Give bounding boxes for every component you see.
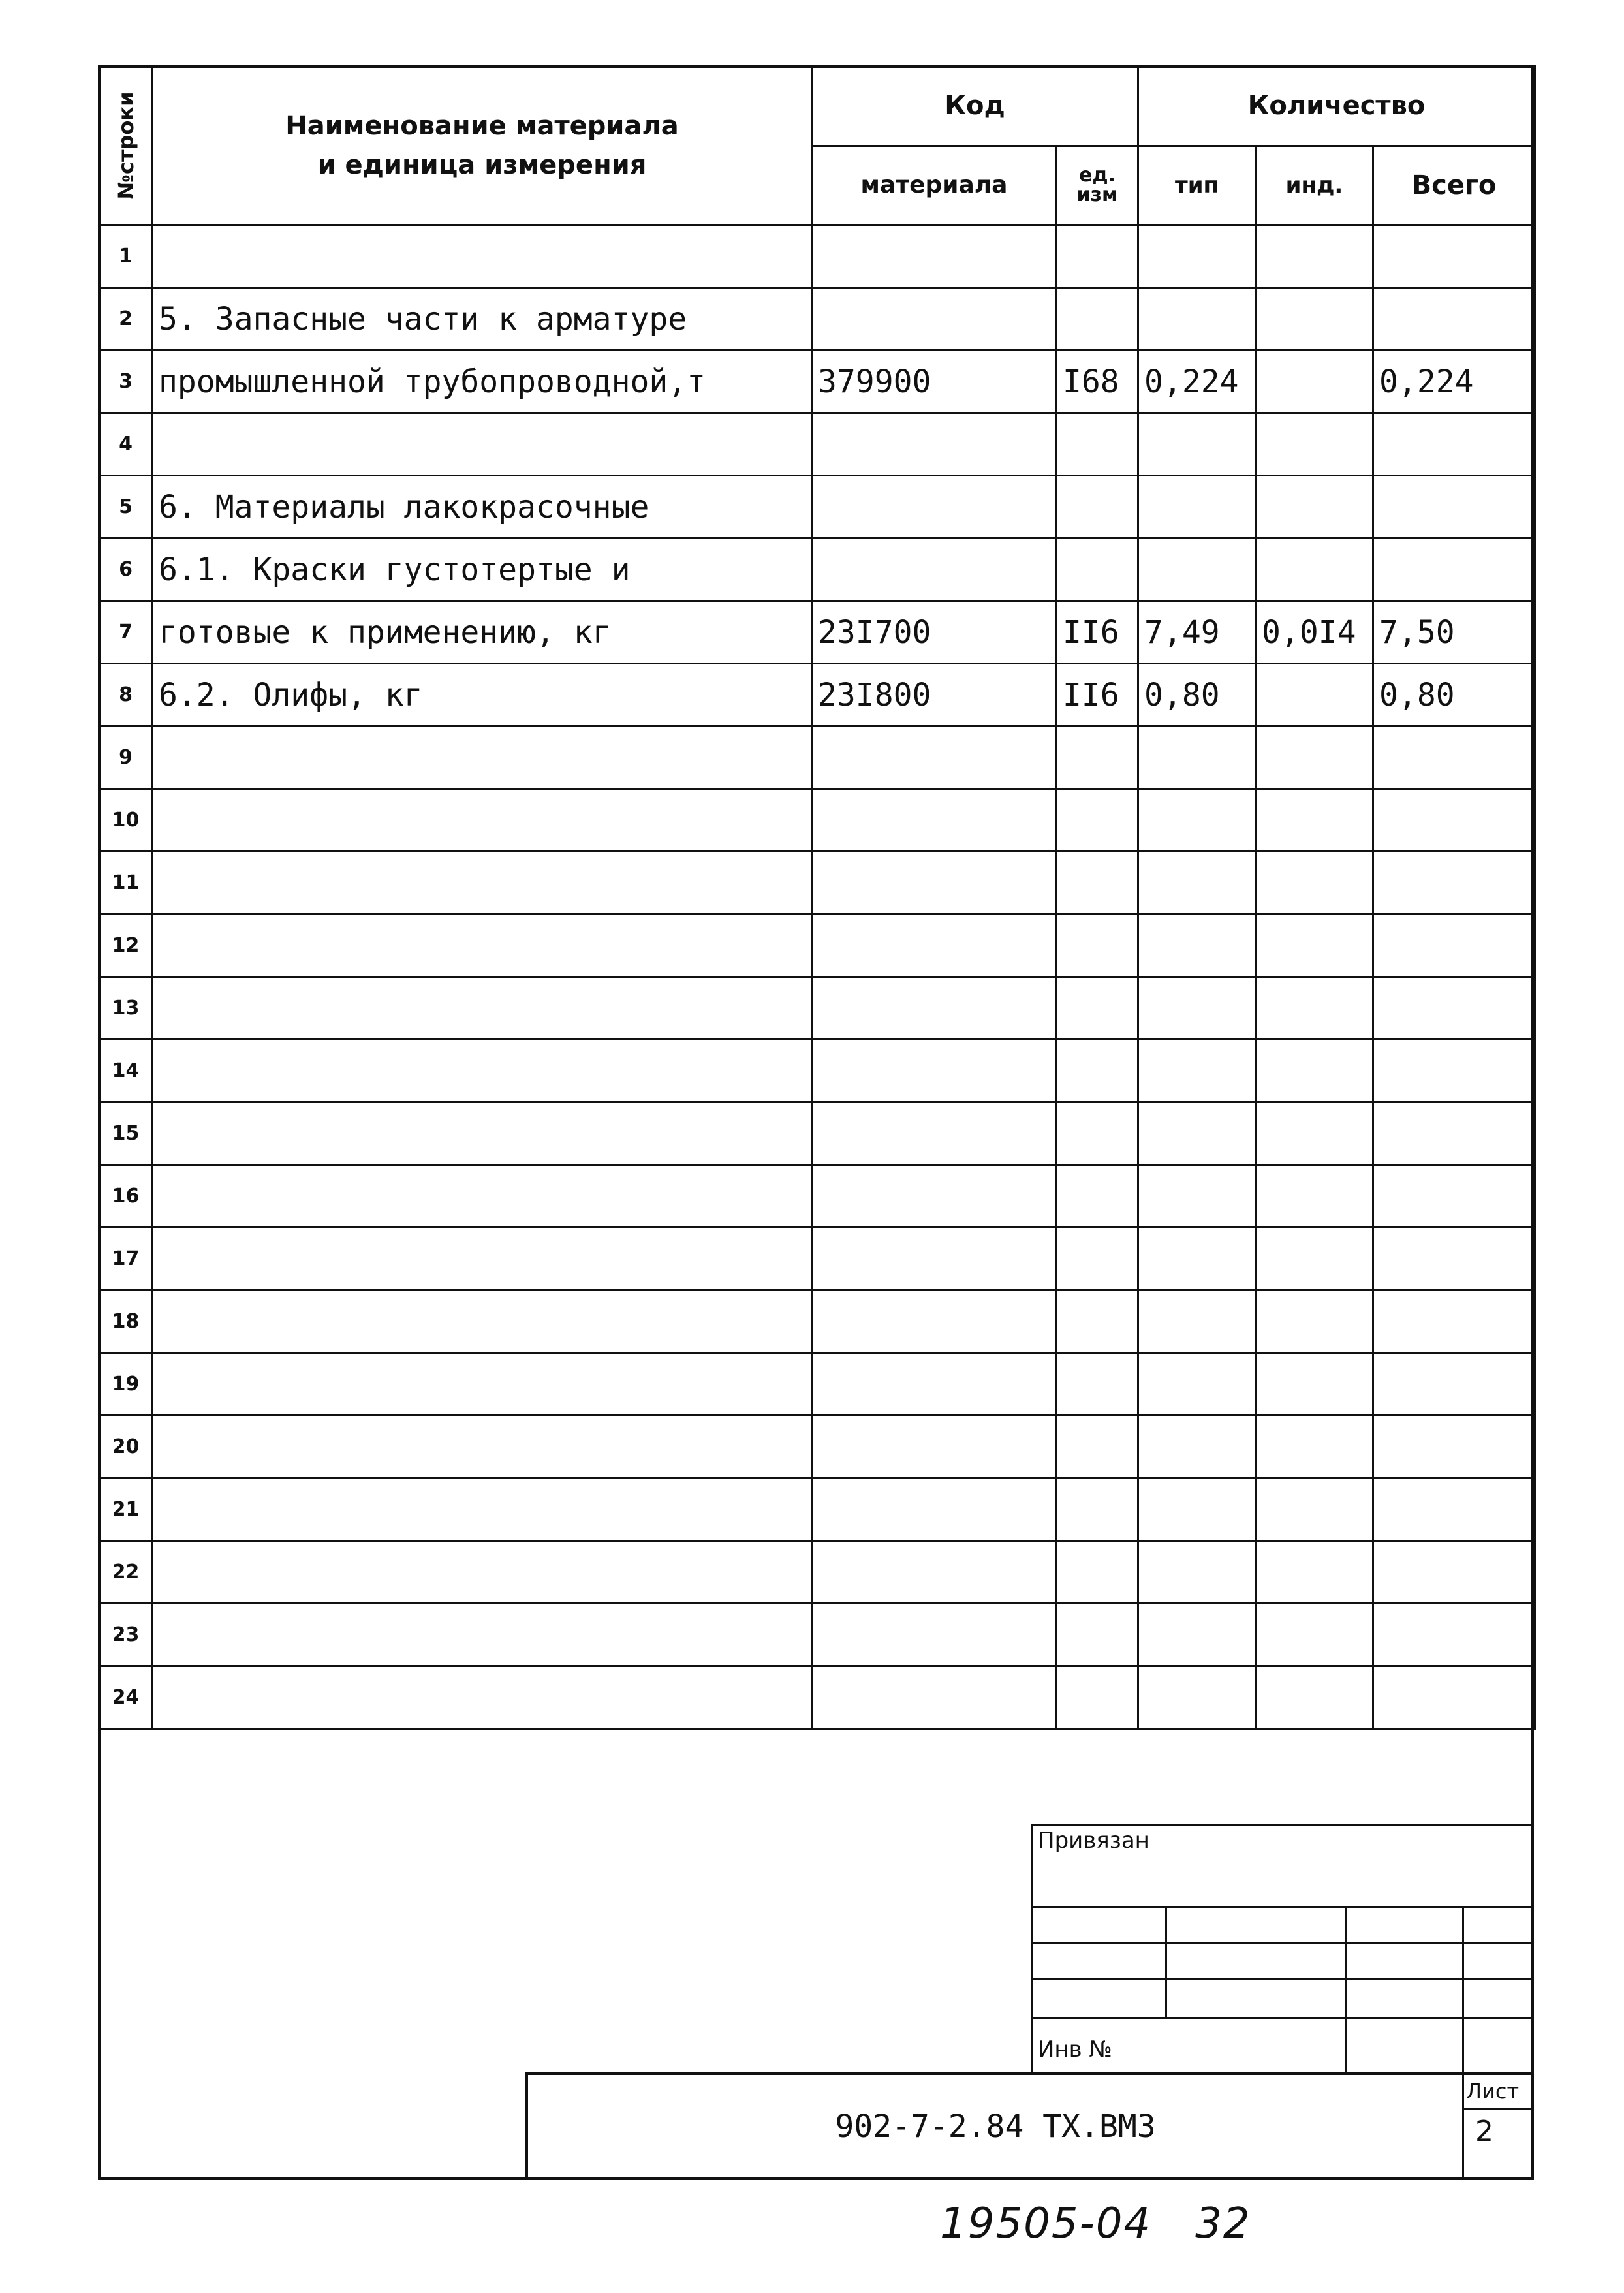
table-row [99,351,1535,413]
unit-cell [1057,413,1138,476]
title-block-top-line [525,2072,1534,2075]
qty-total-cell [1373,1666,1535,1729]
qty-total-cell [1373,1604,1535,1666]
material-name-cell [153,977,812,1040]
unit-cell: II6 [1057,601,1138,664]
qty-total-cell [1373,914,1535,977]
qty-ind-cell [1256,288,1373,351]
qty-type-cell [1138,1102,1256,1165]
material-name-cell [153,1416,812,1478]
material-code-cell [812,1541,1057,1604]
material-code-cell [812,852,1057,914]
qty-ind-cell [1256,1228,1373,1290]
qty-total-cell [1373,1102,1535,1165]
table-row [99,789,1535,852]
table-row [99,288,1535,351]
unit-cell [1057,852,1138,914]
material-name-cell [153,726,812,789]
qty-total-cell: 0,224 [1373,351,1535,413]
material-code-cell [812,476,1057,538]
sheet-number: 2 [1475,2115,1493,2148]
material-name-cell: 6.2. Олифы, кг [153,664,812,726]
row-number-cell: 24 [99,1666,153,1729]
qty-ind-cell [1256,351,1373,413]
unit-cell [1057,1353,1138,1416]
row-number-header [99,67,153,225]
qty-total-cell [1373,1353,1535,1416]
table-row [99,1478,1535,1541]
table-row [99,1228,1535,1290]
row-number-cell: 7 [99,601,153,664]
qty-total-cell [1373,789,1535,852]
material-name-cell [153,1040,812,1102]
material-code-cell [812,288,1057,351]
row-number-cell: 18 [99,1290,153,1353]
qty-ind-cell [1256,789,1373,852]
stamp-vline-2 [1345,1906,1347,2072]
qty-type-cell [1138,1040,1256,1102]
qty-type-cell [1138,914,1256,977]
material-code-cell [812,1165,1057,1228]
qty-type-cell [1138,1165,1256,1228]
row-number-cell: 5 [99,476,153,538]
qty-ind-cell [1256,1478,1373,1541]
row-number-cell: 23 [99,1604,153,1666]
material-name-cell [153,1290,812,1353]
qty-total-cell [1373,1165,1535,1228]
row-number-cell: 4 [99,413,153,476]
qty-ind-cell [1256,914,1373,977]
material-code-cell [812,538,1057,601]
qty-ind-cell [1256,413,1373,476]
qty-ind-cell [1256,1165,1373,1228]
qty-total-cell [1373,1290,1535,1353]
table-row [99,413,1535,476]
row-number-cell: 19 [99,1353,153,1416]
code-group-header: Код [812,67,1138,146]
qty-total-cell [1373,1040,1535,1102]
qty-type-cell: 0,80 [1138,664,1256,726]
header-row-1 [99,67,1535,146]
title-block-left-line [525,2072,528,2180]
qty-total-cell [1373,1416,1535,1478]
table-row [99,1416,1535,1478]
qty-total-cell [1373,538,1535,601]
material-name-cell: промышленной трубопроводной,т [153,351,812,413]
qty-total-cell: 0,80 [1373,664,1535,726]
material-code-cell [812,225,1057,288]
qty-ind-cell [1256,1102,1373,1165]
row-number-cell: 1 [99,225,153,288]
row-number-cell: 2 [99,288,153,351]
material-code-cell [812,1228,1057,1290]
table-row [99,476,1535,538]
row-number-cell: 20 [99,1416,153,1478]
qty-ind-cell [1256,1541,1373,1604]
table-row [99,601,1535,664]
material-name-cell [153,1604,812,1666]
material-name-cell [153,914,812,977]
qty-ind-cell [1256,1604,1373,1666]
material-code-cell [812,1353,1057,1416]
sheet-label: Лист [1466,2079,1520,2104]
qty-ind-cell [1256,852,1373,914]
unit-cell [1057,1666,1138,1729]
table-row [99,1102,1535,1165]
material-code-cell [812,914,1057,977]
table-row [99,852,1535,914]
qty-total-cell [1373,977,1535,1040]
unit-header: ед. изм [1057,146,1138,225]
qty-type-cell: 7,49 [1138,601,1256,664]
unit-cell [1057,1290,1138,1353]
unit-cell [1057,1165,1138,1228]
qty-total-cell [1373,1541,1535,1604]
qty-ind-cell [1256,1416,1373,1478]
material-code-cell [812,1040,1057,1102]
material-code-cell: 379900 [812,351,1057,413]
table-row [99,1165,1535,1228]
code-material-header: материала [812,146,1057,225]
qty-ind-cell [1256,1666,1373,1729]
sheet-divider-line [1462,2108,1534,2110]
stamp-grid-line-3 [1031,1978,1534,1980]
qty-type-cell [1138,1666,1256,1729]
material-code-cell [812,1102,1057,1165]
row-number-cell: 3 [99,351,153,413]
stamp-left-line [1031,1824,1033,2072]
material-name-cell [153,225,812,288]
qty-total-cell [1373,726,1535,789]
qty-type-cell [1138,1228,1256,1290]
qty-total-cell [1373,476,1535,538]
unit-cell [1057,1102,1138,1165]
qty-total-cell [1373,852,1535,914]
qty-ind-cell [1256,664,1373,726]
material-name-cell: 5. Запасные части к арматуре [153,288,812,351]
table-row [99,1666,1535,1729]
material-name-cell [153,1666,812,1729]
unit-cell [1057,225,1138,288]
qty-total-cell [1373,288,1535,351]
qty-type-cell [1138,852,1256,914]
qty-type-cell: 0,224 [1138,351,1256,413]
unit-cell [1057,538,1138,601]
material-code-cell [812,1290,1057,1353]
qty-type-cell [1138,476,1256,538]
unit-cell [1057,1478,1138,1541]
unit-cell [1057,476,1138,538]
qty-type-cell [1138,1541,1256,1604]
qty-type-cell [1138,538,1256,601]
document-code: 902-7-2.84 ТХ.ВМ3 [835,2108,1156,2145]
table-row [99,977,1535,1040]
row-number-header-label: №строки [113,91,138,200]
table-row [99,225,1535,288]
unit-cell [1057,1040,1138,1102]
material-name-cell [153,413,812,476]
stamp-top-line [1031,1824,1534,1826]
stamp-vline-1 [1165,1906,1167,2017]
qty-ind-header: инд. [1256,146,1373,225]
qty-total-cell: 7,50 [1373,601,1535,664]
row-number-cell: 17 [99,1228,153,1290]
qty-type-cell [1138,1290,1256,1353]
qty-ind-cell [1256,977,1373,1040]
unit-cell [1057,914,1138,977]
qty-type-cell [1138,413,1256,476]
material-name-cell [153,852,812,914]
qty-type-cell [1138,1353,1256,1416]
unit-cell [1057,1228,1138,1290]
handwritten-number: 19505-04 32 [940,2200,1251,2248]
unit-cell [1057,1604,1138,1666]
material-name-cell [153,1165,812,1228]
material-name-header-line2: и единица измерения [317,150,647,180]
row-number-cell: 13 [99,977,153,1040]
table-row [99,538,1535,601]
row-number-cell: 6 [99,538,153,601]
row-number-cell: 9 [99,726,153,789]
row-number-cell: 10 [99,789,153,852]
stamp-grid-line-4 [1031,2017,1534,2019]
table-row [99,726,1535,789]
material-name-cell [153,1102,812,1165]
table-row [99,1541,1535,1604]
material-code-cell: 23I700 [812,601,1057,664]
material-name-cell: готовые к применению, кг [153,601,812,664]
qty-total-cell [1373,1228,1535,1290]
qty-total-cell [1373,225,1535,288]
privyazan-label: Привязан [1038,1828,1149,1854]
material-code-cell [812,726,1057,789]
qty-ind-cell [1256,538,1373,601]
stamp-vline-3 [1462,1906,1464,2180]
unit-cell [1057,789,1138,852]
material-name-header [153,67,812,225]
unit-cell: I68 [1057,351,1138,413]
qty-type-cell [1138,1604,1256,1666]
table-row [99,1353,1535,1416]
qty-total-cell [1373,413,1535,476]
material-name-cell: 6. Материалы лакокрасочные [153,476,812,538]
row-number-cell: 11 [99,852,153,914]
qty-ind-cell [1256,1290,1373,1353]
unit-cell [1057,977,1138,1040]
materials-table [98,65,1536,1730]
qty-type-cell [1138,977,1256,1040]
stamp-grid-line-2 [1031,1942,1534,1944]
qty-ind-cell [1256,726,1373,789]
material-name-cell [153,1353,812,1416]
qty-type-cell [1138,789,1256,852]
material-code-cell [812,413,1057,476]
row-number-cell: 12 [99,914,153,977]
table-row [99,1290,1535,1353]
table-row [99,1604,1535,1666]
qty-type-header: тип [1138,146,1256,225]
row-number-cell: 22 [99,1541,153,1604]
material-code-cell [812,1604,1057,1666]
unit-cell [1057,1416,1138,1478]
qty-type-cell [1138,726,1256,789]
unit-cell [1057,288,1138,351]
material-name-header-line1: Наименование материала [285,111,679,141]
unit-cell [1057,726,1138,789]
qty-type-cell [1138,225,1256,288]
qty-ind-cell [1256,476,1373,538]
material-code-cell [812,1478,1057,1541]
material-name-cell [153,789,812,852]
qty-ind-cell [1256,1040,1373,1102]
material-code-cell [812,789,1057,852]
material-name-cell [153,1228,812,1290]
qty-ind-cell [1256,1353,1373,1416]
unit-cell: II6 [1057,664,1138,726]
material-name-cell: 6.1. Краски густотертые и [153,538,812,601]
table-row [99,664,1535,726]
row-number-cell: 8 [99,664,153,726]
material-name-cell [153,1541,812,1604]
material-code-cell [812,1416,1057,1478]
material-code-cell [812,977,1057,1040]
qty-type-cell [1138,1416,1256,1478]
qty-ind-cell: 0,0I4 [1256,601,1373,664]
quantity-group-header: Количество [1138,67,1535,146]
qty-total-header: Всего [1373,146,1535,225]
row-number-cell: 16 [99,1165,153,1228]
material-name-cell [153,1478,812,1541]
row-number-cell: 21 [99,1478,153,1541]
inv-no-label: Инв № [1038,2036,1112,2063]
unit-cell [1057,1541,1138,1604]
table-row [99,1040,1535,1102]
qty-ind-cell [1256,225,1373,288]
row-number-cell: 14 [99,1040,153,1102]
qty-type-cell [1138,1478,1256,1541]
qty-type-cell [1138,288,1256,351]
material-code-cell [812,1666,1057,1729]
row-number-cell: 15 [99,1102,153,1165]
stamp-grid-line-1 [1031,1906,1534,1908]
table-body [99,225,1535,1729]
material-code-cell: 23I800 [812,664,1057,726]
qty-total-cell [1373,1478,1535,1541]
table-row [99,914,1535,977]
